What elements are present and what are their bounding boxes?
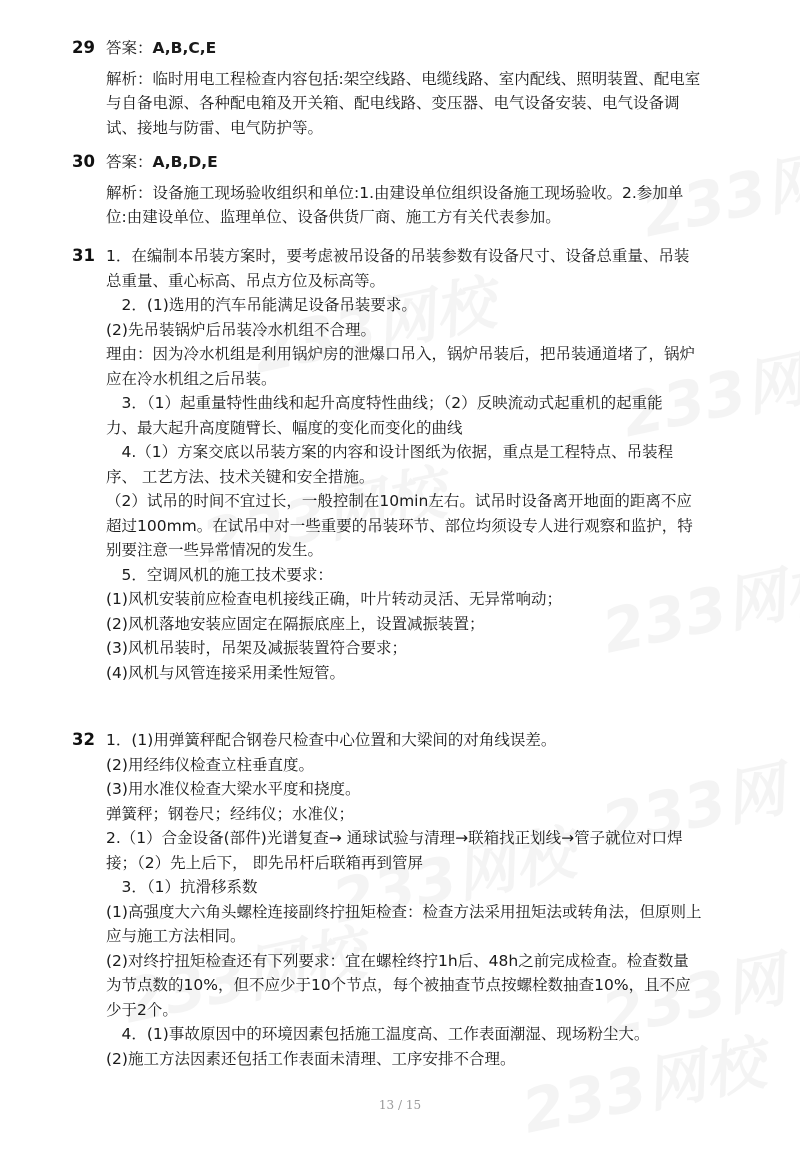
question-number: 32 [72, 730, 95, 749]
text-line: 应与施工方法相同。 [106, 927, 246, 945]
text-line: 解析：设备施工现场验收组织和单位:1.由建设单位组织设备施工现场验收。2.参加单 [106, 183, 684, 202]
page-separator: / [397, 1098, 403, 1112]
text-line: 弹簧秤；钢卷尺；经纬仪；水准仪； [106, 804, 355, 823]
question-body [106, 244, 760, 685]
text-line: 理由：因为冷水机组是利用锅炉房的泄爆口吊入，锅炉吊装后，把吊装通道堵了，锅炉 [106, 345, 696, 363]
text-line: 试、接地与防雷、电气防护等。 [106, 118, 324, 137]
text-line: 3．（1）抗滑移系数 [106, 878, 258, 896]
text-line: 别要注意一些异常情况的发生。 [106, 541, 324, 559]
question-29 [72, 36, 760, 140]
text-line: 超过100mm。在试吊中对一些重要的吊装环节、部位均须设专人进行观察和监护，特 [106, 516, 693, 535]
text-line: (3)用水准仪检查大梁水平度和挠度。 [106, 780, 361, 798]
text-line: 力、最大起升高度随臂长、幅度的变化而变化的曲线 [106, 418, 463, 437]
question-32 [72, 728, 760, 1071]
page-current: 13 [378, 1098, 395, 1112]
answer-label: 答案： [106, 153, 153, 171]
question-body [106, 36, 760, 140]
text-line: 少于2个。 [106, 1000, 178, 1019]
text-line: (2)风机落地安装应固定在隔振底座上，设置减振装置； [106, 614, 485, 633]
answer-line [106, 150, 760, 175]
text-line: 应在冷水机组之后吊装。 [106, 369, 277, 388]
text-line: (2)用经纬仪检查立柱垂直度。 [106, 755, 314, 774]
question-number: 29 [72, 38, 95, 57]
answer-line [106, 36, 760, 61]
text-line: (1)高强度大六角头螺栓连接副终拧扭矩检查：检查方法采用扭矩法或转角法，但原则上 [106, 902, 702, 921]
text-line: 与自备电源、各种配电箱及开关箱、配电线路、变压器、电气设备安装、电气设备调 [106, 94, 680, 112]
question-body [106, 728, 760, 1071]
text-line: (1)风机安装前应检查电机接线正确，叶片转动灵活、无异常响动； [106, 590, 562, 608]
text-line: 序、 工艺方法、技术关键和安全措施。 [106, 467, 375, 486]
text-line: 5．空调风机的施工技术要求： [106, 565, 333, 584]
text-line: 4.（1）方案交底以吊装方案的内容和设计图纸为依据，重点是工程特点、吊装程 [106, 443, 674, 461]
text-line: (2)施工方法因素还包括工作表面未清理、工序安排不合理。 [106, 1049, 516, 1068]
text-line: 2.（1）合金设备(部件)光谱复查→ 通球试验与清理→联箱找正划线→管子就位对口焊 [106, 829, 683, 847]
text-line: 3．（1）起重量特性曲线和起升高度特性曲线；（2）反映流动式起重机的起重能 [106, 394, 663, 412]
text-line: (4)风机与风管连接采用柔性短管。 [106, 663, 345, 682]
text-line: 4．(1)事故原因中的环境因素包括施工温度高、工作表面潮湿、现场粉尘大。 [106, 1025, 650, 1043]
question-number: 30 [72, 152, 95, 171]
answer-value: A,B,C,E [152, 39, 217, 57]
text-line: 总重量、重心标高、吊点方位及标高等。 [106, 271, 386, 290]
text-line: 解析：临时用电工程检查内容包括:架空线路、电缆线路、室内配线、照明装置、配电室 [106, 69, 701, 88]
text-line: 1．在编制本吊装方案时，要考虑被吊设备的吊装参数有设备尺寸、设备总重量、吊装 [106, 247, 690, 265]
question-30 [72, 150, 760, 230]
answer-label: 答案： [106, 39, 153, 57]
text-line: 1．(1)用弹簧秤配合钢卷尺检查中心位置和大梁间的对角线误差。 [106, 731, 557, 749]
page-number [0, 1098, 800, 1112]
text-line: 接；（2）先上后下， 即先吊杆后联箱再到管屏 [106, 853, 424, 872]
text-line: 2．(1)选用的汽车吊能满足设备吊装要求。 [106, 296, 417, 314]
text-line: （2）试吊的时间不宜过长，一般控制在10min左右。试吊时设备离开地面的距离不应 [106, 492, 692, 510]
text-line: 位:由建设单位、监理单位、设备供货厂商、施工方有关代表参加。 [106, 208, 561, 226]
question-body [106, 150, 760, 230]
text-line: (2)先吊装锅炉后吊装冷水机组不合理。 [106, 320, 376, 339]
text-line: 为节点数的10%，但不应少于10个节点，每个被抽查节点按螺栓数抽查10%，且不应 [106, 976, 691, 994]
question-31 [72, 244, 760, 685]
text-line: (2)对终拧扭矩检查还有下列要求：宜在螺栓终拧1h后、48h之前完成检查。检查数量 [106, 951, 689, 970]
answer-value: A,B,D,E [152, 153, 218, 171]
text-line: (3)风机吊装时，吊架及减振装置符合要求； [106, 639, 407, 657]
question-number: 31 [72, 246, 95, 265]
page-total: 15 [405, 1098, 422, 1112]
